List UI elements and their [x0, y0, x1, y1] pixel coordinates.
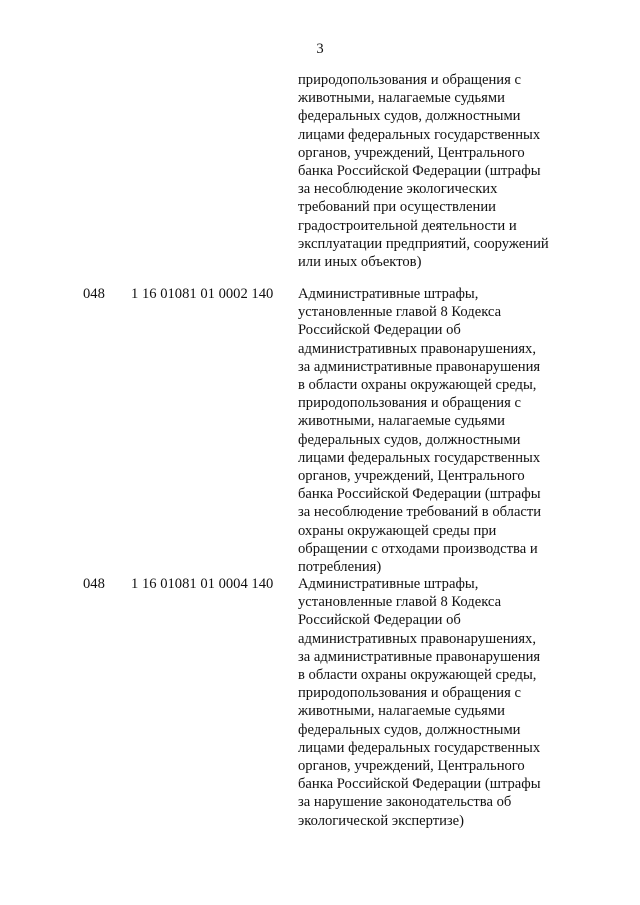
- description-line: обращении с отходами производства и: [298, 540, 538, 557]
- description-line: за административные правонарушения: [298, 358, 541, 375]
- description-line: банка Российской Федерации (штрафы: [298, 776, 541, 793]
- row-description: [298, 575, 598, 830]
- description-line: административных правонарушениях,: [298, 340, 536, 357]
- description-line: банка Российской Федерации (штрафы: [298, 486, 541, 503]
- description-line: животными, налагаемые судьями: [298, 90, 505, 107]
- description-line: или иных объектов): [298, 254, 422, 271]
- revenue-code: 1 16 01081 01 0002 140: [131, 286, 274, 302]
- description-line: установленные главой 8 Кодекса: [298, 304, 502, 321]
- description-line: федеральных судов, должностными: [298, 721, 521, 738]
- admin-code: 048: [83, 576, 105, 592]
- description-line: за несоблюдение требований в области: [298, 504, 542, 521]
- description-line: лицами федеральных государственных: [298, 449, 541, 466]
- page-number: 3: [316, 41, 324, 57]
- description-line: охраны окружающей среды при: [298, 522, 497, 539]
- description-line: за нарушение законодательства об: [298, 794, 512, 811]
- description-line: градостроительной деятельности и: [298, 217, 517, 234]
- admin-code: 048: [83, 286, 105, 302]
- description-line: органов, учреждений, Центрального: [298, 758, 525, 775]
- description-line: федеральных судов, должностными: [298, 108, 521, 125]
- description-line: животными, налагаемые судьями: [298, 413, 505, 430]
- description-line: федеральных судов, должностными: [298, 431, 521, 448]
- description-line: за несоблюдение экологических: [298, 181, 498, 198]
- description-line: административных правонарушениях,: [298, 630, 536, 647]
- description-line: природопользования и обращения с: [298, 685, 521, 702]
- description-line: требований при осуществлении: [298, 199, 496, 216]
- description-line: Российской Федерации об: [298, 322, 461, 339]
- description-line: в области охраны окружающей среды,: [298, 377, 537, 394]
- description-line: природопользования и обращения с: [298, 395, 521, 412]
- description-line: животными, налагаемые судьями: [298, 703, 505, 720]
- description-line: органов, учреждений, Центрального: [298, 144, 525, 161]
- revenue-code: 1 16 01081 01 0004 140: [131, 576, 274, 592]
- description-line: потребления): [298, 559, 382, 576]
- description-line: лицами федеральных государственных: [298, 126, 541, 143]
- description-line: в области охраны окружающей среды,: [298, 667, 537, 684]
- description-line: эксплуатации предприятий, сооружений: [298, 235, 549, 252]
- description-line: банка Российской Федерации (штрафы: [298, 163, 541, 180]
- description-line: Российской Федерации об: [298, 612, 461, 629]
- description-line: природопользования и обращения с: [298, 72, 521, 88]
- row-description: [298, 285, 598, 576]
- continued-description: [298, 71, 598, 271]
- description-line: Административные штрафы,: [298, 576, 479, 592]
- description-line: установленные главой 8 Кодекса: [298, 594, 502, 611]
- description-line: экологической экспертизе): [298, 812, 465, 829]
- description-line: за административные правонарушения: [298, 648, 541, 665]
- description-line: лицами федеральных государственных: [298, 739, 541, 756]
- description-line: Административные штрафы,: [298, 286, 479, 302]
- description-line: органов, учреждений, Центрального: [298, 468, 525, 485]
